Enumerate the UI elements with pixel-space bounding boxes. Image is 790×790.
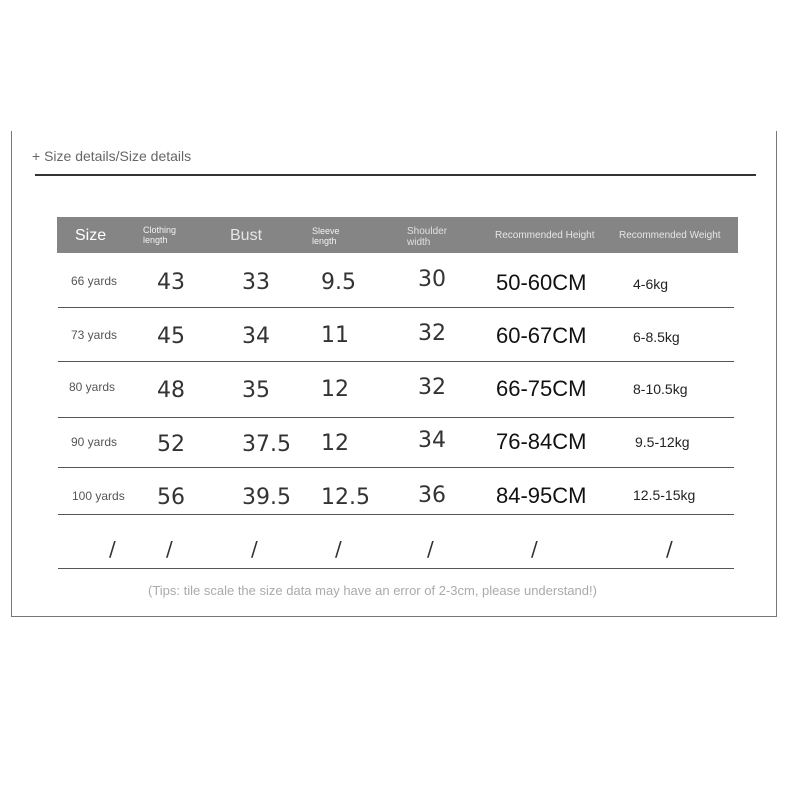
cell-recommended-height: 66-75CM	[496, 376, 587, 401]
header-recommended-height: Recommended Height	[495, 230, 595, 241]
cell-shoulder-width: 36	[418, 483, 446, 508]
cell-size: 66 yards	[71, 274, 118, 288]
empty-cell-shoulder-width: /	[427, 537, 434, 561]
cell-recommended-height: 76-84CM	[496, 429, 587, 454]
cell-clothing-length: 43	[157, 270, 185, 295]
cell-sleeve-length: 12	[321, 377, 349, 402]
header-recommended-weight: Recommended Weight	[619, 230, 721, 241]
cell-recommended-weight: 8-10.5kg	[633, 381, 688, 397]
header-size: Size	[75, 227, 107, 244]
cell-shoulder-width: 34	[418, 428, 446, 453]
cell-clothing-length: 48	[157, 378, 185, 403]
section-title: + Size details/Size details	[32, 148, 192, 164]
cell-shoulder-width: 32	[418, 321, 446, 346]
cell-bust: 37.5	[242, 432, 291, 457]
cell-recommended-weight: 12.5-15kg	[633, 487, 696, 503]
cell-bust: 35	[242, 378, 270, 403]
cell-recommended-weight: 4-6kg	[633, 276, 669, 292]
table-row	[58, 418, 734, 467]
empty-cell-bust: /	[251, 537, 258, 561]
title-divider	[35, 174, 756, 176]
table-row	[58, 468, 734, 514]
cell-recommended-height: 50-60CM	[496, 270, 587, 295]
header-shoulder-width: Shoulder width	[407, 226, 448, 248]
cell-bust: 39.5	[242, 485, 291, 510]
table-row	[58, 362, 734, 417]
cell-clothing-length: 56	[157, 485, 185, 510]
row-divider	[58, 568, 734, 569]
table-header	[57, 217, 738, 253]
empty-cell-sleeve-length: /	[335, 537, 342, 561]
cell-bust: 34	[242, 324, 270, 349]
cell-shoulder-width: 30	[418, 267, 446, 292]
cell-clothing-length: 45	[157, 324, 185, 349]
cell-size: 73 yards	[71, 328, 118, 342]
cell-recommended-height: 84-95CM	[496, 483, 587, 508]
tip-note: (Tips: tile scale the size data may have an error of 2-3cm, please understand!)	[148, 583, 597, 598]
header-bust: Bust	[230, 227, 263, 244]
cell-sleeve-length: 9.5	[321, 270, 356, 295]
cell-recommended-weight: 9.5-12kg	[635, 434, 690, 450]
table-row	[58, 255, 734, 307]
cell-shoulder-width: 32	[418, 375, 446, 400]
cell-bust: 33	[242, 270, 270, 295]
cell-sleeve-length: 12	[321, 431, 349, 456]
cell-size: 80 yards	[69, 380, 116, 394]
empty-cell-recommended-height: /	[531, 537, 538, 561]
row-divider	[58, 514, 734, 515]
cell-recommended-weight: 6-8.5kg	[633, 329, 680, 345]
cell-size: 100 yards	[72, 489, 125, 503]
cell-size: 90 yards	[71, 435, 118, 449]
empty-cell-recommended-weight: /	[666, 537, 673, 561]
cell-clothing-length: 52	[157, 432, 185, 457]
cell-sleeve-length: 12.5	[321, 485, 370, 510]
cell-sleeve-length: 11	[321, 323, 349, 348]
empty-cell-clothing-length: /	[166, 537, 173, 561]
empty-cell-size: /	[109, 537, 116, 561]
header-clothing-length: Clothing length	[143, 225, 177, 245]
cell-recommended-height: 60-67CM	[496, 323, 587, 348]
header-sleeve-length: Sleeve length	[312, 226, 340, 246]
table-row	[58, 308, 734, 361]
